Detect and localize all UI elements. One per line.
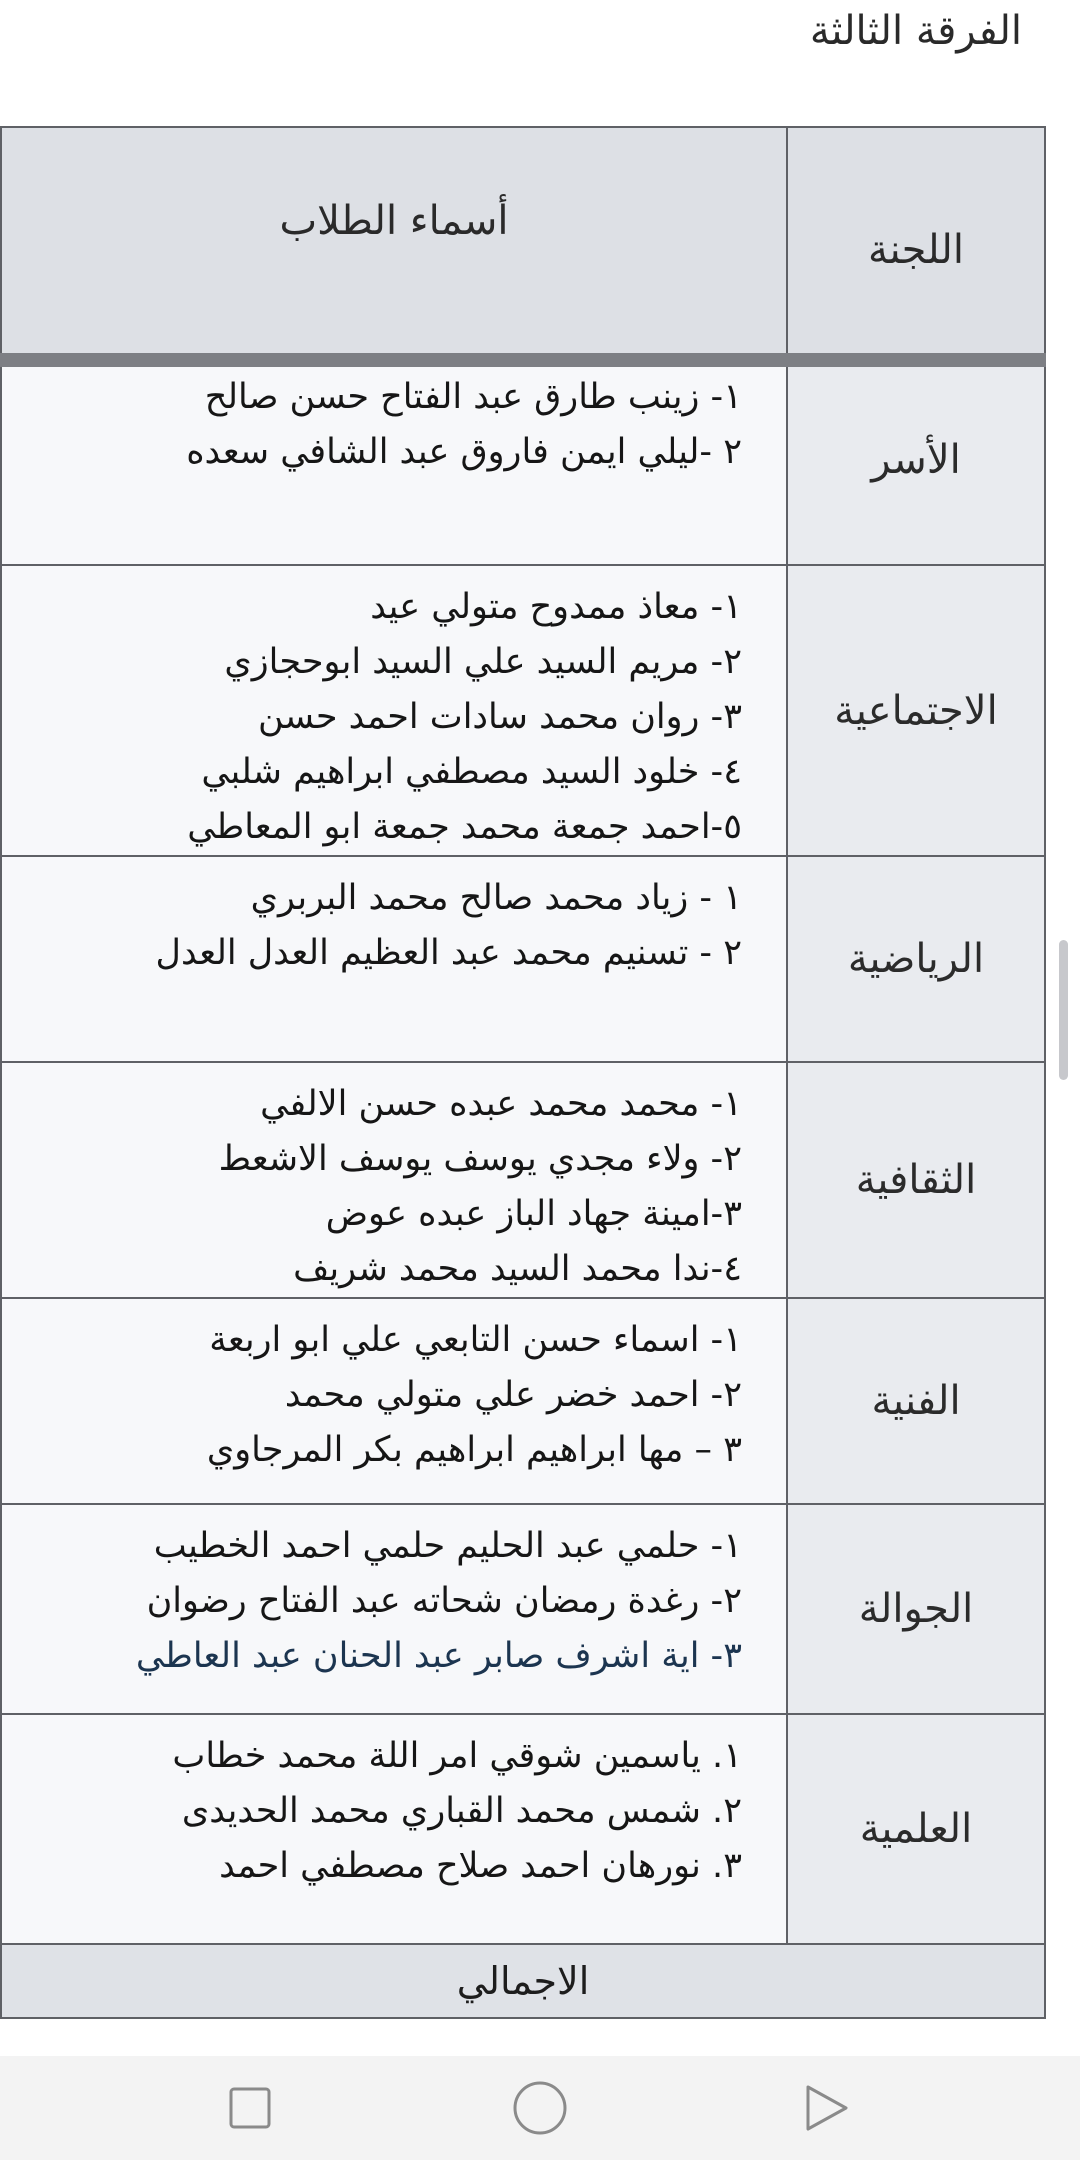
list-item: ٣- اية اشرف صابر عبد الحنان عبد العاطي — [135, 1636, 742, 1676]
list-item: ١ - زياد محمد صالح محمد البربري — [250, 878, 742, 918]
table-row — [1, 565, 1045, 856]
list-item: ٢- رغدة رمضان شحاته عبد الفتاح رضوان — [146, 1581, 742, 1621]
committee-cell — [787, 1714, 1045, 1944]
committee-name: الاجتماعية — [834, 687, 998, 734]
list-item: ٤- خلود السيد مصطفي ابراهيم شلبي — [201, 752, 742, 792]
list-item: ١- اسماء حسن التابعي علي ابو اربعة — [209, 1320, 742, 1360]
list-item: ٢. شمس محمد القباري محمد الحديدى — [181, 1791, 742, 1831]
names-list — [2, 857, 786, 981]
list-item: ٥-احمد جمعة محمد جمعة ابو المعاطي — [187, 807, 742, 847]
list-item: ٢ -ليلي ايمن فاروق عبد الشافي سعده — [186, 432, 742, 472]
names-list — [2, 356, 786, 480]
list-item: ٣- روان محمد سادات احمد حسن — [258, 697, 742, 737]
list-item: ١- حلمي عبد الحليم حلمي احمد الخطيب — [153, 1526, 742, 1566]
list-item: ٢- مريم السيد علي السيد ابوحجازي — [224, 642, 742, 682]
recents-button[interactable] — [220, 2078, 280, 2138]
list-item: ٢- احمد خضر علي متولي محمد — [284, 1375, 742, 1415]
committee-cell — [787, 1504, 1045, 1714]
names-cell — [1, 1714, 787, 1944]
names-cell — [1, 355, 787, 565]
names-list — [2, 1505, 786, 1684]
names-list — [2, 1299, 786, 1478]
list-item: ٢ - تسنيم محمد عبد العظيم العدل العدل — [155, 933, 742, 973]
square-icon — [228, 2086, 272, 2130]
committee-name: الأسر — [871, 437, 961, 483]
table-header-row — [1, 127, 1045, 355]
table-row — [1, 1504, 1045, 1714]
page-title: الفرقة الثالثة — [809, 8, 1022, 54]
committee-cell — [787, 565, 1045, 856]
table-row — [1, 1714, 1045, 1944]
total-label: الاجمالي — [1, 1944, 1045, 2018]
list-item: ١- معاذ ممدوح متولي عيد — [370, 587, 742, 627]
committee-name: الفنية — [871, 1378, 961, 1424]
names-cell — [1, 1298, 787, 1504]
header-divider-rule — [0, 353, 1046, 367]
committee-cell — [787, 1298, 1045, 1504]
names-list — [2, 1715, 786, 1894]
header-committee: اللجنة — [787, 127, 1045, 355]
header-names: أسماء الطلاب — [1, 127, 787, 355]
system-navigation-bar — [0, 2056, 1080, 2160]
names-cell — [1, 856, 787, 1062]
scrollbar-thumb[interactable] — [1059, 940, 1068, 1080]
list-item: ٤-ندا محمد السيد محمد شريف — [293, 1249, 742, 1289]
committee-name: الرياضية — [847, 936, 985, 982]
list-item: ٣-امينة جهاد الباز عبده عوض — [325, 1194, 742, 1234]
table-row — [1, 1298, 1045, 1504]
home-button[interactable] — [510, 2078, 570, 2138]
names-list — [2, 566, 786, 855]
list-item: ١- محمد محمد عبده حسن الالفي — [260, 1084, 742, 1124]
list-item: ٢- ولاء مجدي يوسف يوسف الاشعط — [218, 1139, 742, 1179]
names-cell — [1, 565, 787, 856]
triangle-icon — [802, 2083, 850, 2133]
committee-name: الجوالة — [858, 1586, 974, 1632]
list-item: ٣. نورهان احمد صلاح مصطفي احمد — [219, 1846, 742, 1886]
committee-cell — [787, 856, 1045, 1062]
committees-table — [0, 126, 1046, 2019]
committee-name: العلمية — [859, 1806, 973, 1852]
names-cell — [1, 1504, 787, 1714]
names-cell — [1, 1062, 787, 1298]
committee-cell — [787, 355, 1045, 565]
total-row — [1, 1944, 1045, 2018]
list-item: ٣ – مها ابراهيم ابراهيم بكر المرجاوي — [206, 1430, 742, 1470]
list-item: ١. ياسمين شوقي امر اللة محمد خطاب — [172, 1736, 742, 1776]
table-row — [1, 1062, 1045, 1298]
circle-icon — [512, 2080, 568, 2136]
committee-name: الثقافية — [855, 1157, 977, 1203]
table-row — [1, 856, 1045, 1062]
back-button[interactable] — [796, 2078, 856, 2138]
committee-cell — [787, 1062, 1045, 1298]
list-item: ١- زينب طارق عبد الفتاح حسن صالح — [204, 377, 742, 417]
table-row — [1, 355, 1045, 565]
names-list — [2, 1063, 786, 1297]
